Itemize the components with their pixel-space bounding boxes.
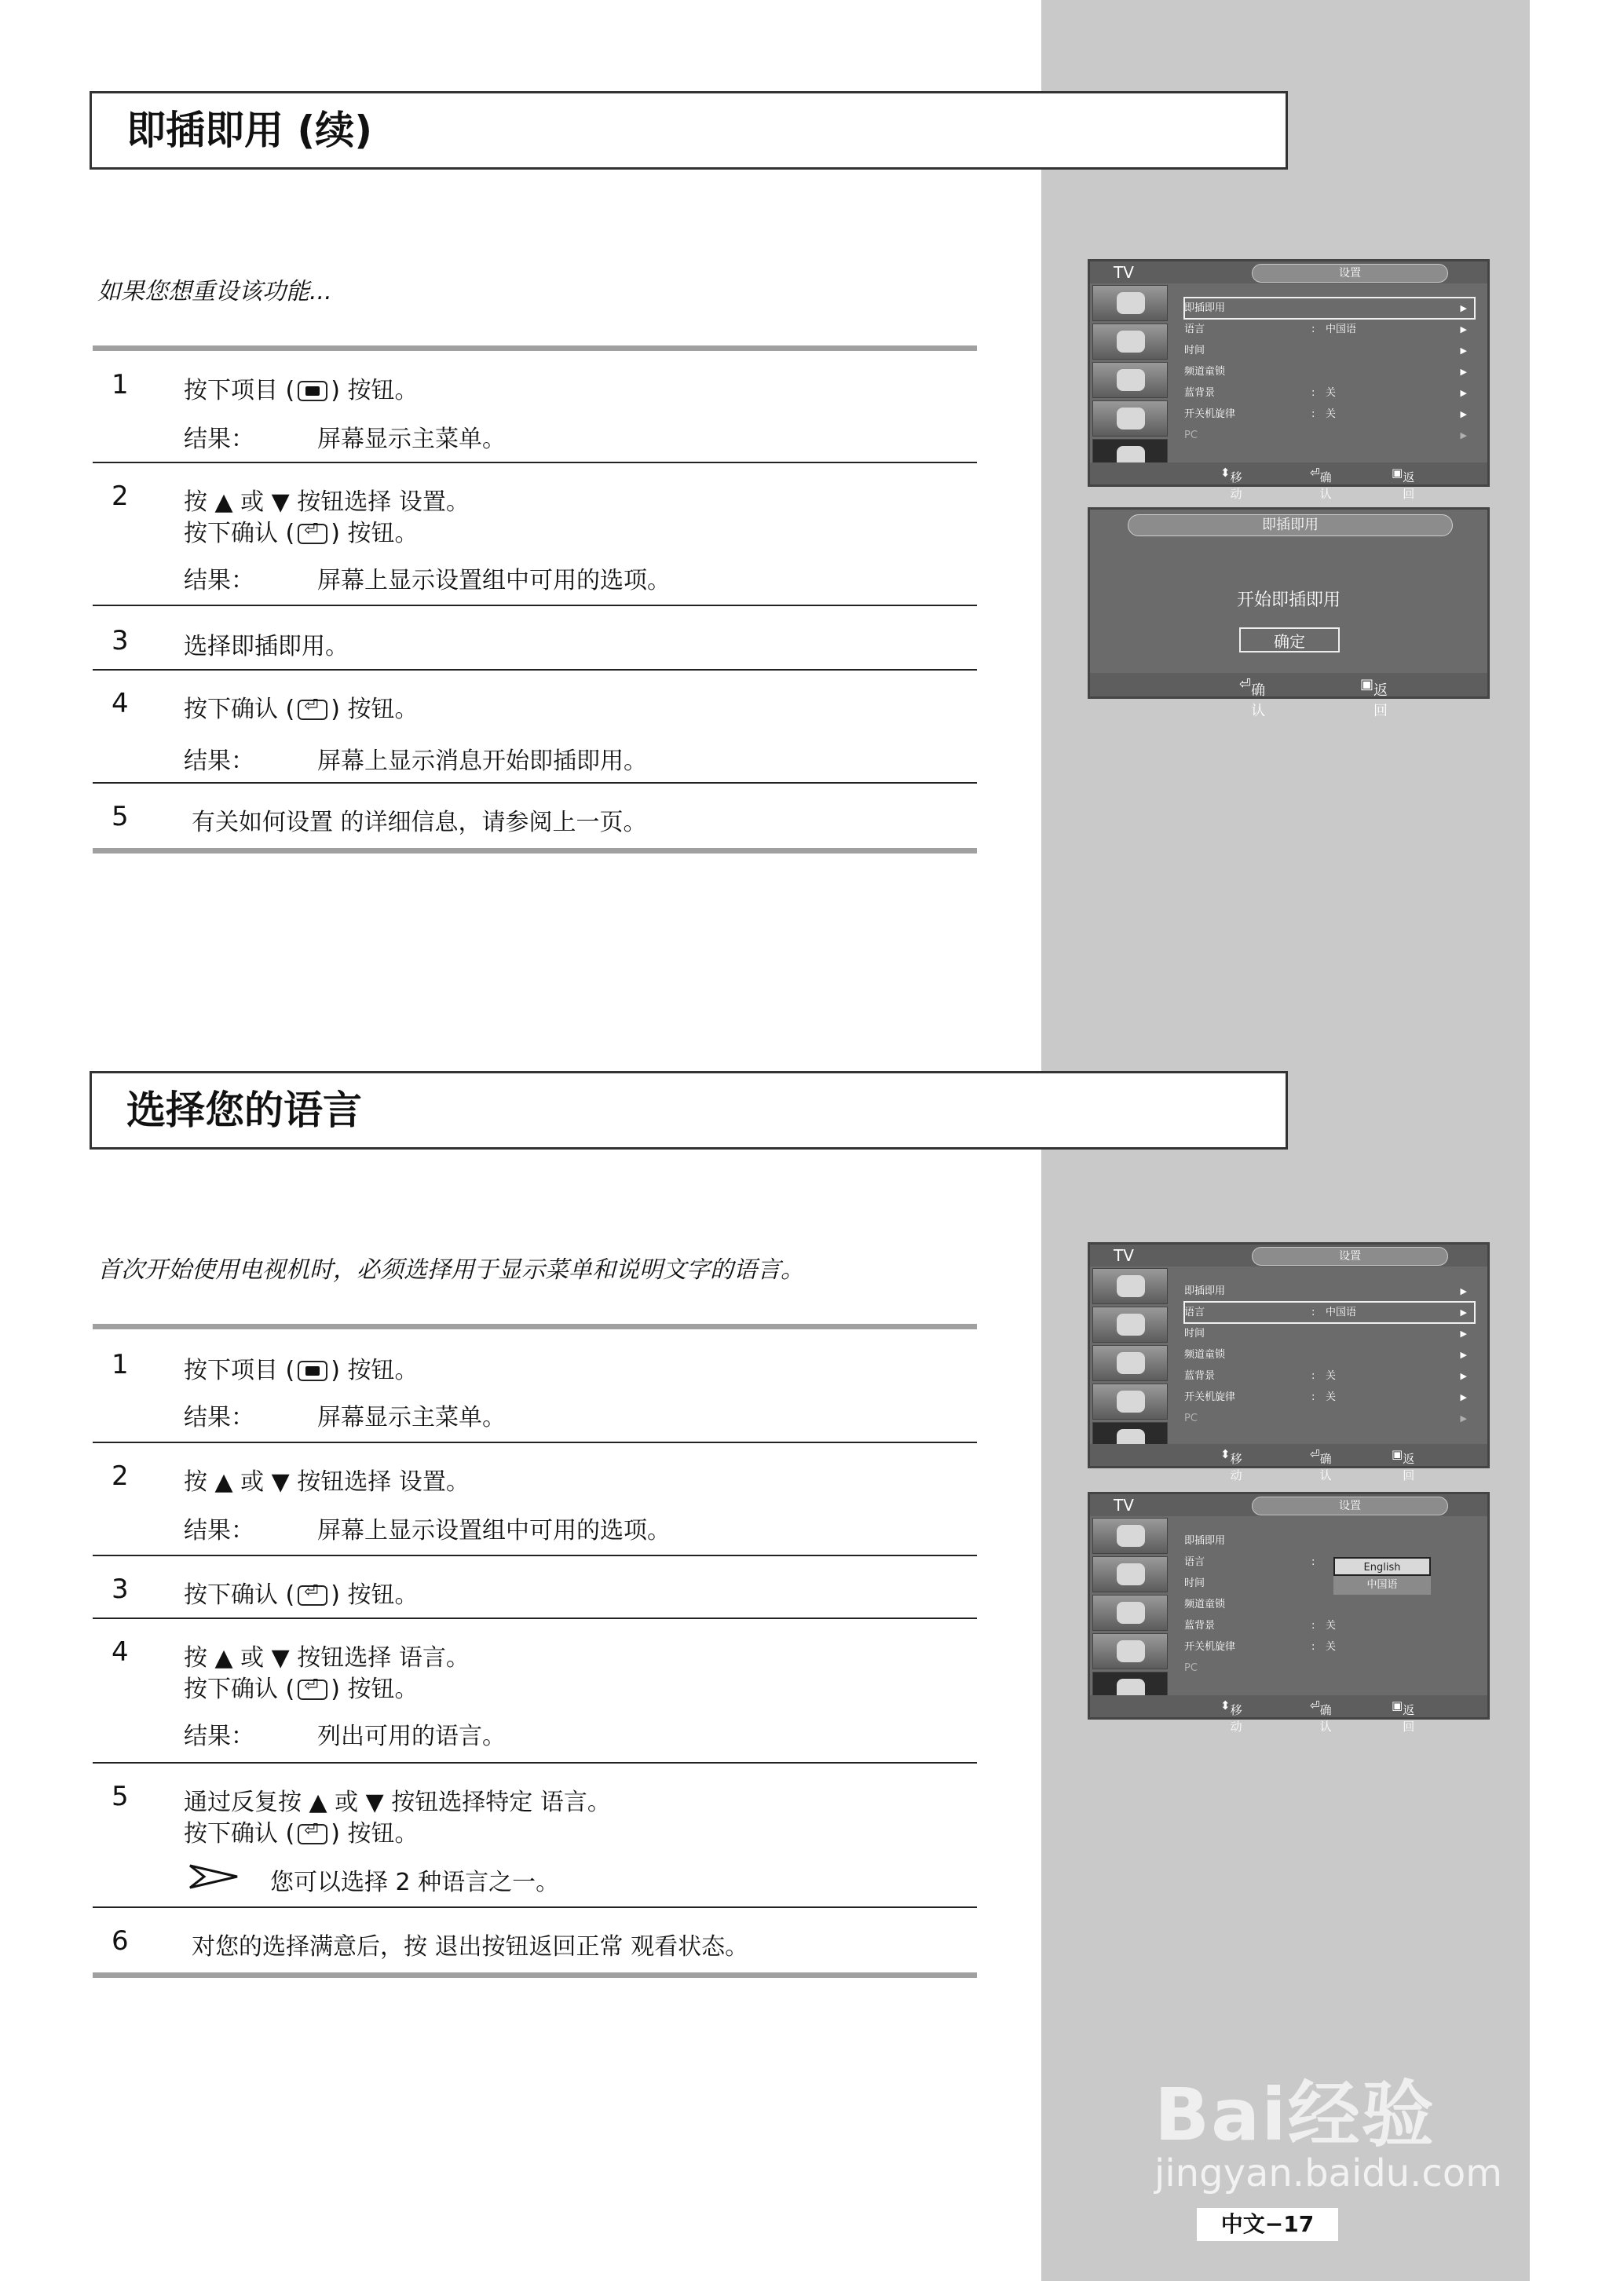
menu-header: 设置 (1252, 264, 1448, 283)
divider (93, 1555, 977, 1556)
menu-item-pc[interactable]: PC (1184, 1662, 1198, 1674)
page-number: 中文−17 (1197, 2208, 1338, 2241)
divider (93, 848, 977, 854)
enter-button-icon (298, 524, 327, 544)
menu-button-icon (298, 381, 327, 401)
sound-icon[interactable] (1092, 1556, 1168, 1592)
dialog-message: 开始即插即用 (1236, 590, 1341, 610)
dialog-footer (1090, 673, 1487, 719)
note-arrow-icon (188, 1862, 239, 1891)
step-text: 按下确认 (⏎ ) 按钮。 (184, 689, 419, 724)
channel-icon[interactable] (1092, 362, 1168, 398)
back-hint: ▣ 返回 (1392, 466, 1415, 501)
divider (93, 782, 977, 784)
step-number: 4 (112, 1636, 129, 1668)
result-text: 屏幕上显示设置组中可用的选项。 (317, 567, 671, 594)
picture-icon[interactable] (1092, 1518, 1168, 1554)
arrow-right-icon: ▶ (1460, 409, 1467, 419)
language-option-chinese[interactable]: 中国语 (1366, 1579, 1398, 1591)
divider (93, 462, 977, 463)
result-text: 屏幕显示主菜单。 (317, 426, 506, 453)
move-hint: ⬍ 移动 (1220, 466, 1242, 501)
menu-icon-column (1092, 285, 1168, 477)
step-text: 按 ▲ 或 ▼ 按钮选择 设置。 (184, 488, 470, 516)
divider (93, 1442, 977, 1443)
step-text: 对您的选择满意后，按 退出按钮返回正常 观看状态。 (192, 1933, 749, 1961)
sound-icon[interactable] (1092, 324, 1168, 360)
divider (93, 1324, 977, 1329)
step-text: 有关如何设置 的详细信息，请参阅上一页。 (192, 809, 647, 836)
menu-item-time[interactable]: 时间 ▶ (1184, 1323, 1475, 1344)
arrow-right-icon: ▶ (1460, 1286, 1467, 1296)
dialog-header: 即插即用 (1128, 514, 1453, 536)
menu-header: 设置 (1252, 1497, 1448, 1515)
arrow-right-icon: ▶ (1460, 303, 1467, 313)
menu-item-plug-and-play[interactable]: 即插即用 (1184, 1535, 1226, 1547)
note-text: 您可以选择 2 种语言之一。 (270, 1869, 560, 1896)
step-text: 按下项目 ( ) 按钮。 (184, 1357, 419, 1384)
step-number: 5 (112, 801, 129, 832)
tv-footer (1090, 462, 1487, 501)
tv-label: TV (1114, 1496, 1134, 1515)
menu-item-language[interactable]: 语言 : 中国语 ▶ (1184, 1302, 1475, 1323)
arrow-right-icon: ▶ (1460, 1392, 1467, 1402)
ok-button[interactable]: 确定 (1239, 627, 1340, 652)
menu-item-melody[interactable]: 开关机旋律 : 关 ▶ (1184, 404, 1475, 425)
step-text: 按下确认 (⏎ ) 按钮。 (184, 1575, 419, 1610)
menu-list (1184, 1530, 1475, 1679)
menu-button-icon (298, 1361, 327, 1381)
channel-icon[interactable] (1092, 1595, 1168, 1631)
step-text: 按下确认 (⏎ ) 按钮。 (184, 514, 419, 548)
arrow-right-icon: ▶ (1460, 388, 1467, 398)
sound-icon[interactable] (1092, 1307, 1168, 1343)
arrow-right-icon: ▶ (1460, 1413, 1467, 1424)
tv-label: TV (1114, 263, 1134, 282)
result-label: 结果： (184, 1517, 254, 1544)
result-text: 屏幕显示主菜单。 (317, 1404, 506, 1431)
result-label: 结果： (184, 567, 254, 594)
setup-icon[interactable] (1092, 1633, 1168, 1669)
menu-item-language[interactable]: 语言 : (1184, 1556, 1315, 1568)
step-number: 6 (112, 1925, 129, 1957)
divider (93, 345, 977, 351)
menu-item-child-lock[interactable]: 频道童锁 ▶ (1184, 361, 1475, 382)
step-text: 选择即插即用。 (184, 633, 349, 660)
confirm-hint: ⏎ 确认 (1310, 466, 1332, 501)
step-text: 按 ▲ 或 ▼ 按钮选择 设置。 (184, 1468, 470, 1496)
enter-button-icon (298, 700, 327, 720)
menu-header: 设置 (1252, 1247, 1448, 1266)
move-hint: ⬍ 移动 (1220, 1447, 1242, 1482)
step-number: 3 (112, 625, 129, 656)
menu-item-pc[interactable]: PC ▶ (1184, 425, 1475, 446)
arrow-right-icon: ▶ (1460, 1307, 1467, 1318)
menu-list (1184, 298, 1475, 446)
divider (93, 1972, 977, 1978)
tv-label: TV (1114, 1246, 1134, 1265)
plug-and-play-dialog (1088, 507, 1490, 719)
step-text: 按下项目 ( ) 按钮。 (184, 377, 419, 404)
step-number: 2 (112, 481, 129, 512)
result-text: 屏幕上显示设置组中可用的选项。 (317, 1517, 671, 1544)
confirm-hint: ⏎ 确认 (1310, 1447, 1332, 1482)
divider (93, 605, 977, 606)
back-hint: ▣ 返回 (1392, 1698, 1415, 1734)
tv-setup-menu-screen-2 (1088, 1242, 1490, 1482)
arrow-right-icon: ▶ (1460, 1350, 1467, 1360)
arrow-right-icon: ▶ (1460, 324, 1467, 334)
menu-item-plug-and-play[interactable]: 即插即用 ▶ (1184, 298, 1475, 319)
menu-icon-column (1092, 1518, 1168, 1710)
setup-icon[interactable] (1092, 400, 1168, 437)
menu-item-plug-and-play[interactable]: 即插即用 ▶ (1184, 1281, 1475, 1302)
result-text: 列出可用的语言。 (317, 1723, 506, 1750)
step-text: 按 ▲ 或 ▼ 按钮选择 语言。 (184, 1644, 470, 1672)
divider (93, 1906, 977, 1908)
menu-item-blue-screen[interactable]: 蓝背景 : 关 ▶ (1184, 1365, 1475, 1387)
divider (93, 1762, 977, 1764)
step-text: 按下确认 (⏎ ) 按钮。 (184, 1814, 419, 1848)
tv-setup-menu-screen (1088, 259, 1490, 501)
arrow-right-icon: ▶ (1460, 367, 1467, 377)
section1-intro: 如果您想重设该功能... (97, 278, 332, 305)
confirm-hint: ⏎ 确认 (1239, 676, 1266, 719)
result-label: 结果： (184, 1723, 254, 1750)
menu-item-language[interactable]: 语言 : 中国语 ▶ (1184, 319, 1475, 340)
enter-button-icon (298, 1680, 327, 1700)
menu-item-blue-screen[interactable]: 蓝背景 : 关 ▶ (1184, 382, 1475, 404)
menu-item-time[interactable]: 时间 ▶ (1184, 340, 1475, 361)
picture-icon[interactable] (1092, 1268, 1168, 1304)
menu-icon-column (1092, 1268, 1168, 1460)
menu-item-child-lock[interactable]: 频道童锁 (1184, 1599, 1226, 1610)
step-number: 5 (112, 1781, 129, 1812)
arrow-right-icon: ▶ (1460, 430, 1467, 440)
result-label: 结果： (184, 1404, 254, 1431)
divider (93, 1618, 977, 1619)
channel-icon[interactable] (1092, 1345, 1168, 1381)
watermark-url: jingyan.baidu.com (1154, 2151, 1502, 2195)
menu-item-blue-screen[interactable]: 蓝背景 : 关 (1184, 1620, 1337, 1632)
tv-footer (1090, 1695, 1487, 1734)
step-number: 1 (112, 1349, 129, 1380)
menu-item-melody[interactable]: 开关机旋律 : 关 (1184, 1641, 1337, 1653)
divider (93, 669, 977, 671)
step-number: 3 (112, 1574, 129, 1605)
tv-language-select-screen (1088, 1492, 1490, 1734)
enter-button-icon (298, 1824, 327, 1844)
arrow-right-icon: ▶ (1460, 345, 1467, 356)
menu-item-pc[interactable]: PC ▶ (1184, 1408, 1475, 1429)
confirm-hint: ⏎ 确认 (1310, 1698, 1332, 1734)
step-number: 2 (112, 1460, 129, 1492)
section2-intro: 首次开始使用电视机时，必须选择用于显示菜单和说明文字的语言。 (97, 1256, 804, 1284)
section1-title: 即插即用 (续) (90, 91, 1288, 170)
step-text: 通过反复按 ▲ 或 ▼ 按钮选择特定 语言。 (184, 1789, 611, 1816)
arrow-right-icon: ▶ (1460, 1329, 1467, 1339)
step-number: 1 (112, 369, 129, 400)
section2-title: 选择您的语言 (90, 1071, 1288, 1150)
result-text: 屏幕上显示消息开始即插即用。 (317, 748, 647, 775)
back-hint: ▣ 返回 (1360, 676, 1388, 719)
setup-icon[interactable] (1092, 1384, 1168, 1420)
watermark-logo: Bai经验 (1154, 2073, 1436, 2157)
tv-footer (1090, 1444, 1487, 1482)
result-label: 结果： (184, 748, 254, 775)
step-text: 按下确认 (⏎ ) 按钮。 (184, 1669, 419, 1704)
move-hint: ⬍ 移动 (1220, 1698, 1242, 1734)
picture-icon[interactable] (1092, 285, 1168, 321)
language-option-english[interactable]: English (1333, 1557, 1431, 1576)
arrow-right-icon: ▶ (1460, 1371, 1467, 1381)
step-number: 4 (112, 688, 129, 719)
language-dropdown[interactable] (1333, 1557, 1431, 1595)
back-hint: ▣ 返回 (1392, 1447, 1415, 1482)
menu-list (1184, 1281, 1475, 1429)
result-label: 结果： (184, 426, 254, 453)
menu-item-child-lock[interactable]: 频道童锁 ▶ (1184, 1344, 1475, 1365)
menu-item-time[interactable]: 时间 (1184, 1577, 1205, 1589)
menu-item-melody[interactable]: 开关机旋律 : 关 ▶ (1184, 1387, 1475, 1408)
enter-button-icon (298, 1585, 327, 1606)
